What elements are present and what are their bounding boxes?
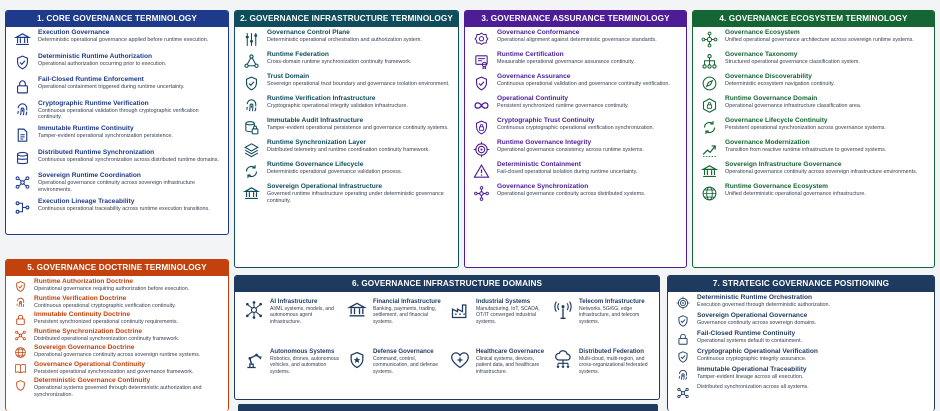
item-text [697,294,927,309]
list-item [13,172,221,193]
item-description: Persistent operational synchronization across governance systems. [725,125,886,131]
item-title: Deterministic Runtime Authorization [38,52,153,60]
item-text [38,172,221,193]
governance-assurance-terminology-panel [464,10,687,268]
item-title: Governance Operational Continuity [34,360,146,368]
item-title: Cryptographic Runtime Verification [38,99,149,107]
warning-icon [472,162,490,180]
item-text [38,198,221,213]
item-title: Deterministic Governance Continuity [34,377,151,384]
ecosystem-icon [700,30,718,48]
item-text [497,73,679,88]
panel-header: 4. GOVERNANCE ECOSYSTEM TERMINOLOGY [693,11,934,27]
item-text [725,51,927,66]
item-title: Runtime Verification Infrastructure [267,95,376,102]
item-title: Financial Infrastructure [373,298,441,305]
certificate-icon [472,52,490,70]
list-item [675,294,927,310]
item-description: Continuous operational validation through cryptographic verification continuity. [38,107,199,121]
cycle-icon [242,162,260,180]
target-icon [472,140,490,158]
list-item [675,348,927,364]
item-description: Tamper-evident operational persistence and governance continuity systems. [267,125,449,131]
item-description: Operational governance continuity across sovereign runtime systems. [34,352,201,358]
item-text [497,139,679,154]
item-text [725,139,927,154]
item-text [267,161,451,176]
item-description: Multi-cloud, multi-region, and cross-organizational federated systems. [579,356,648,375]
item-description: Operational alignment against deterministic governance standards. [497,37,657,43]
item-title: Runtime Governance Integrity [497,139,592,146]
item-title: AI Infrastructure [270,298,318,305]
item-title: Runtime Authorization Doctrine [34,278,134,285]
globe-icon [700,184,718,202]
compass-icon [700,74,718,92]
hexagon-icon [700,96,718,114]
item-text [697,348,927,363]
item-description: Banking, payments, trading, settlement, and financial systems. [373,306,437,325]
item-description: Continuous operational validation and governance continuity verification. [497,81,670,87]
item-title: Runtime Synchronization Doctrine [34,327,143,335]
item-description: Manufacturing, IoT, SCADA, OT/IT converged industrial systems. [476,306,540,325]
item-title: Immutable Runtime Continuity [38,125,134,133]
item-description: Robotics, drones, autonomous vehicles, and automation systems. [270,356,340,375]
domain-item [447,346,550,396]
domain-item [550,346,653,396]
item-title: Runtime Synchronization Layer [267,139,366,146]
cycle-icon [700,118,718,136]
federation-icon [242,52,260,70]
item-description: Cryptographic operational integrity validation infrastructure. [267,103,408,109]
list-item [700,117,927,136]
list-item [13,295,221,310]
target-icon [675,295,690,310]
domain-item [550,296,653,346]
fingerprint-icon [675,367,690,382]
item-title: Trust Domain [267,73,310,80]
item-text [725,29,927,44]
item-description: Persistent operational synchronization and governance framework. [34,368,194,375]
item-text [34,361,221,376]
list-item [242,95,451,114]
item-title: Industrial Systems [476,298,531,305]
hierarchy-icon [700,52,718,70]
item-text [373,348,445,375]
list-item [13,100,221,121]
domain-item [447,296,550,346]
item-title: Healthcare Governance [476,348,545,355]
item-title: Immutable Audit Infrastructure [267,117,364,124]
item-text [267,73,451,88]
item-description: Governed runtime infrastructure operating under deterministic governance continuity. [267,191,444,204]
item-title: Sovereign Infrastructure Governance [725,161,842,168]
item-text [38,100,221,121]
item-title: Governance Assurance [497,73,571,80]
item-title: Governance Synchronization [497,183,589,190]
item-text [725,95,927,110]
item-description: Persistent synchronized runtime governance continuity. [497,103,629,109]
term-list [693,27,934,207]
item-text [476,298,548,325]
strategic-governance-positioning-panel [667,275,935,411]
item-title: Runtime Federation [267,51,329,58]
item-description: Deterministic ecosystem navigation continuity. [725,81,835,87]
item-title: Governance Conformance [497,29,580,36]
panel-header: 5. GOVERNANCE DOCTRINE TERMINOLOGY [6,260,228,276]
item-description: Continuous operational synchronization across distributed runtime domains. [38,156,219,163]
item-description: Cross-domain runtime synchronization continuity framework. [267,59,412,65]
item-text [579,298,651,325]
item-description: Persistent synchronized operational continuity requirements. [34,319,179,325]
list-item [13,328,221,343]
item-text [34,344,221,359]
bank-icon [700,162,718,180]
item-title: Governance Taxonomy [725,51,798,58]
list-item [700,51,927,70]
item-title: Cryptographic Trust Continuity [497,117,595,124]
list-item [242,183,451,204]
shield-check-icon [675,349,690,364]
list-item [700,161,927,180]
item-title: Governance Modernization [725,139,810,146]
item-title: Sovereign Operational Infrastructure [267,183,383,190]
item-title: Runtime Governance Lifecycle [267,161,364,168]
list-item [13,198,221,217]
list-item [675,312,927,328]
item-text [38,53,221,68]
list-item [472,183,679,202]
factory-icon [449,299,471,321]
item-title: Immutable Continuity Doctrine [34,311,130,318]
item-text [270,348,342,375]
panel-header: 2. GOVERNANCE INFRASTRUCTURE TERMINOLOGY [235,11,458,27]
item-title: Governance Discoverability [725,73,812,80]
item-text [270,298,342,325]
fingerprint-icon [242,96,260,114]
list-item [242,117,451,136]
item-text [725,161,927,176]
bank-icon [346,299,368,321]
item-description: Continuous operational traceability across runtime execution transitions. [38,205,210,212]
item-text [38,149,221,164]
list-item [675,384,927,400]
list-item [242,29,451,48]
item-description: Operational governance continuity across distributed systems. [497,191,646,197]
shield-check-icon [13,54,31,72]
list-item [472,73,679,92]
item-text [34,311,221,326]
item-title: Distributed Runtime Synchronization [38,148,155,156]
bank-icon [242,184,260,202]
list-item [675,330,927,346]
item-text [725,183,927,198]
item-title: Operational Continuity [497,95,569,102]
network-icon [13,329,27,343]
item-description: Tamper-evident operational synchronization persistence. [38,133,173,140]
item-description: Unified operational governance architecture across sovereign runtime systems. [725,37,914,43]
list-item [13,53,221,72]
item-text [697,330,927,345]
database-icon [13,150,31,168]
item-text [497,117,679,132]
item-text [267,95,451,110]
item-description: Operational governance consistency across runtime systems. [497,147,644,153]
shield-check-icon [472,74,490,92]
domain-item [241,346,344,396]
term-list [6,27,228,223]
brain-icon [243,299,265,321]
list-item [242,73,451,92]
item-text [34,328,221,343]
list-item [700,183,927,202]
list-item [675,366,927,382]
bank-icon [13,30,31,48]
flow-icon [13,199,31,217]
item-text [497,51,679,66]
robot-arm-icon [243,349,265,371]
network-icon [13,173,31,191]
item-text [34,278,221,293]
sliders-icon [242,30,260,48]
item-description: Continuous cryptographic integrity assurance. [697,356,807,362]
item-text [373,298,445,325]
layers-icon [242,140,260,158]
domain-item [344,296,447,346]
item-title: Immutable Operational Traceability [697,366,807,373]
list-item [13,278,221,293]
item-text [579,348,651,375]
shield-check-icon [675,313,690,328]
item-text [38,76,221,91]
item-description: Networks, 5G/6G, edge infrastructure, and telecom systems. [579,306,640,325]
shield-icon [13,378,27,392]
item-title: Runtime Governance Ecosystem [725,183,828,190]
item-text [267,29,451,44]
shield-lock-icon [472,118,490,136]
domain-item [344,346,447,396]
item-text [725,73,927,88]
term-list [668,292,934,404]
item-description: Deterministic operational governance validation process. [267,169,403,175]
item-text [697,384,927,391]
item-text [38,29,221,44]
list-item [700,73,927,92]
item-description: AI/ML systems, models, and autonomous agent infrastructure. [270,306,334,325]
lock-icon [13,312,27,326]
list-item [13,344,221,359]
item-description: Operational governance continuity across sovereign infrastructure environments. [725,169,918,175]
item-title: Deterministic Containment [497,161,581,168]
item-title: Governance Ecosystem [725,29,800,36]
panel-header: 3. GOVERNANCE ASSURANCE TERMINOLOGY [465,11,686,27]
infinity-icon [472,96,490,114]
panel-header: 7. STRATEGIC GOVERNANCE POSITIONING [668,276,934,292]
heart-cross-icon [449,349,471,371]
database-lock-icon [242,118,260,136]
shield-check-icon [13,279,27,293]
item-description: Operational governance requiring authorization before execution. [34,286,190,292]
item-description: Operational systems default to containment. [697,338,803,344]
item-description: Distributed telemetry and runtime coordination continuity framework. [267,147,430,153]
list-item [13,125,221,144]
item-title: Governance Lifecycle Continuity [725,117,828,124]
item-text [697,312,927,327]
item-text [34,377,221,398]
item-description: Operational systems governed through deterministic authorization and synchronization. [34,385,202,398]
item-title: Execution Governance [38,29,110,36]
governance-infrastructure-domains-panel [234,275,660,400]
network-icon [675,385,690,400]
fingerprint-icon [13,101,31,119]
item-description: Deterministic operational governance applied before runtime execution. [38,37,209,43]
item-title: Distributed Federation [579,348,645,355]
item-title: Defense Governance [373,348,434,355]
item-text [267,183,451,204]
core-governance-terminology-panel [5,10,229,235]
item-text [725,117,927,132]
book-icon [13,362,27,376]
item-description: Governance continuity across sovereign domains. [697,320,817,326]
item-description: Command, control, communication, and defense systems. [373,356,439,375]
item-title: Telecom Infrastructure [579,298,645,305]
item-description: Operational containment triggered during runtime uncertainty. [38,84,185,90]
term-list [235,27,458,209]
antenna-icon [552,299,574,321]
item-text [267,51,451,66]
term-list [6,276,228,402]
item-description: Operational authorization occurring prior to execution. [38,60,167,67]
item-description: Structured operational governance classification system. [725,59,860,65]
globe-icon [13,345,27,359]
list-item [13,149,221,168]
item-description: Continuous cryptographic operational verification synchronization. [497,125,655,131]
list-item [13,29,221,48]
item-text [497,29,679,44]
item-description: Transition from reactive runtime infrastructure to governed systems. [725,147,887,153]
item-title: Runtime Certification [497,51,564,58]
item-description: Fail-closed operational isolation during runtime uncertainty. [497,169,638,175]
governance-ecosystem-terminology-panel [692,10,935,268]
lock-icon [13,77,31,95]
item-text [267,117,451,132]
lock-icon [675,331,690,346]
item-title: Fail-Closed Runtime Enforcement [38,76,144,83]
domain-grid [235,292,659,400]
list-item [472,139,679,158]
cloud-network-icon [552,349,574,371]
item-title: Governance Control Plane [267,29,350,36]
item-description: Deterministic operational orchestration and authorization system. [267,37,422,43]
panel-header: 6. GOVERNANCE INFRASTRUCTURE DOMAINS [235,276,659,292]
item-description: Distributed operational synchronization continuity framework. [34,335,180,342]
badge-icon [472,30,490,48]
item-title: Fail-Closed Runtime Continuity [697,330,796,337]
item-title: Execution Lineage Traceability [38,197,135,205]
domain-item [241,296,344,346]
term-list [465,27,686,207]
bottom-banner [238,404,658,411]
item-title: Sovereign Operational Governance [697,312,808,319]
governance-doctrine-terminology-panel [5,259,229,411]
fingerprint-icon [13,296,27,310]
star-shield-icon [346,349,368,371]
item-description: Operational governance continuity across sovereign infrastructure environments. [38,180,196,193]
list-item [242,161,451,180]
item-description: Distributed synchronization across all systems. [697,384,809,390]
item-title: Runtime Governance Domain [725,95,818,102]
item-text [497,95,679,110]
shield-check-icon [242,74,260,92]
list-item [472,161,679,180]
item-title: Sovereign Governance Doctrine [34,344,135,351]
item-text [476,348,548,375]
item-text [497,161,679,176]
governance-infrastructure-terminology-panel [234,10,459,268]
document-lock-icon [13,126,31,144]
item-title: Cryptographic Operational Verification [697,348,818,355]
list-item [13,76,221,95]
item-title: Deterministic Runtime Orchestration [697,294,813,301]
list-item [242,51,451,70]
item-text [497,183,679,198]
list-item [700,139,927,158]
list-item [472,117,679,136]
list-item [242,139,451,158]
panel-header: 1. CORE GOVERNANCE TERMINOLOGY [6,11,228,27]
sync-icon [472,184,490,202]
item-text [38,125,221,140]
item-description: Measurable operational governance assurance continuity. [497,59,635,65]
item-description: Tamper-evident lineage across all execution. [697,374,804,380]
list-item [13,361,221,376]
list-item [13,311,221,326]
list-item [472,95,679,114]
item-text [697,366,927,381]
item-description: Operational governance infrastructure classification area. [725,103,862,109]
list-item [472,29,679,48]
list-item [472,51,679,70]
item-text [34,295,221,310]
item-title: Sovereign Runtime Coordination [38,172,141,180]
item-text [267,139,451,154]
item-description: Clinical systems, devices, patient data, and healthcare infrastructure. [476,356,540,375]
item-description: Execution governed through deterministic authorization. [697,302,831,308]
item-title: Autonomous Systems [270,348,335,355]
item-description: Unified deterministic operational governance infrastructure. [725,191,866,197]
item-description: Sovereign operational trust boundary and governance isolation environment. [267,81,450,87]
list-item [13,377,221,398]
item-description: Continuous operational cryptographic verification continuity. [34,302,176,309]
list-item [700,95,927,114]
item-title: Runtime Verification Doctrine [34,294,127,302]
growth-icon [700,140,718,158]
list-item [700,29,927,48]
